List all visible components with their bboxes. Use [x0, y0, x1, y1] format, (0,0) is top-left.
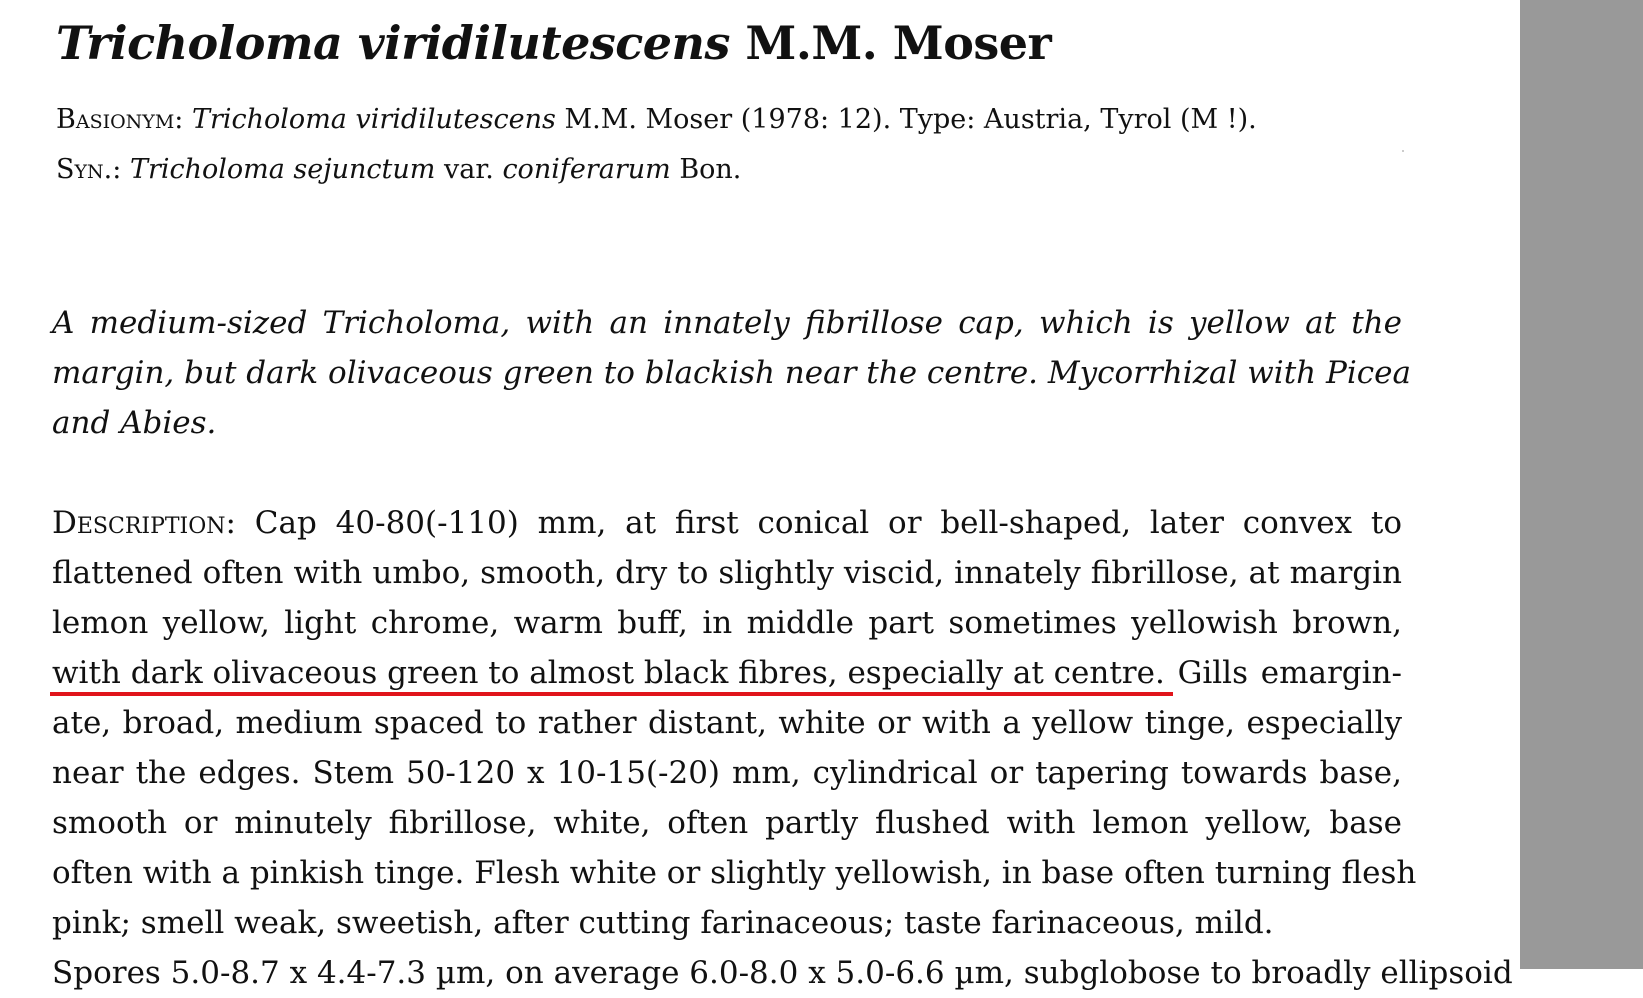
species-name: Tricholoma viridilutescens [56, 16, 730, 70]
synonym-name: Tricholoma sejunctum [129, 154, 436, 185]
synonym-line [56, 154, 741, 185]
synonym-author: Bon. [679, 154, 742, 185]
basionym-line [56, 104, 1257, 135]
cut-off-text-line: Spores 5.0-8.7 x 4.4-7.3 µm, on average 6.0-8.0 x 5.0-6.6 µm, subglobose to broadly ellipsoid [52, 955, 1513, 991]
description-line: ate, broad, medium spaced to rather distant, white or with a yellow tinge, especially [52, 705, 1402, 741]
species-title [56, 16, 1051, 70]
viewer-side-panel [1520, 0, 1643, 969]
scan-speck [1402, 150, 1404, 152]
synonym-var: var. [443, 154, 494, 185]
basionym-name: Tricholoma viridilutescens [191, 104, 556, 135]
synonym-variety: coniferarum [502, 154, 671, 185]
species-author: M.M. Moser [745, 16, 1052, 70]
highlighted-text: with dark olivaceous green to almost black fibres, especially at centre. [52, 655, 1165, 691]
description-text: Cap 40-80(-110) mm, at first conical or bell-shaped, later convex to [235, 505, 1402, 541]
description-line: smooth or minutely fibrillose, white, often partly flushed with lemon yellow, base [52, 805, 1402, 841]
description-line [52, 648, 1402, 698]
description-line: pink; smell weak, sweetish, after cutting farinaceous; taste farinaceous, mild. [52, 905, 1274, 941]
summary-line: A medium-sized Tricholoma, with an innately fibrillose cap, which is yellow at the [52, 305, 1402, 341]
highlighted-phrase [52, 648, 1165, 698]
description-line: lemon yellow, light chrome, warm buff, in middle part sometimes yellowish brown, [52, 605, 1402, 641]
description-text: Gills emargin- [1164, 655, 1402, 691]
description-paragraph [52, 498, 1417, 948]
description-line: often with a pinkish tinge. Flesh white or slightly yellowish, in base often turning flesh [52, 855, 1417, 891]
description-line: flattened often with umbo, smooth, dry to slightly viscid, innately fibrillose, at margin [52, 555, 1402, 591]
basionym-rest: M.M. Moser (1978: 12). Type: Austria, Tyrol (M !). [564, 104, 1257, 135]
description-line: near the edges. Stem 50-120 x 10-15(-20) mm, cylindrical or tapering towards base, [52, 755, 1402, 791]
description-line [52, 498, 1402, 548]
description-label: Description: [52, 505, 236, 541]
red-underline [50, 692, 1173, 696]
summary-paragraph [52, 298, 1411, 448]
summary-line: margin, but dark olivaceous green to blackish near the centre. Mycorrhizal with Picea [52, 355, 1411, 391]
basionym-label: Basionym: [56, 104, 184, 135]
summary-line: and Abies. [52, 405, 217, 441]
synonym-label: Syn.: [56, 154, 122, 185]
